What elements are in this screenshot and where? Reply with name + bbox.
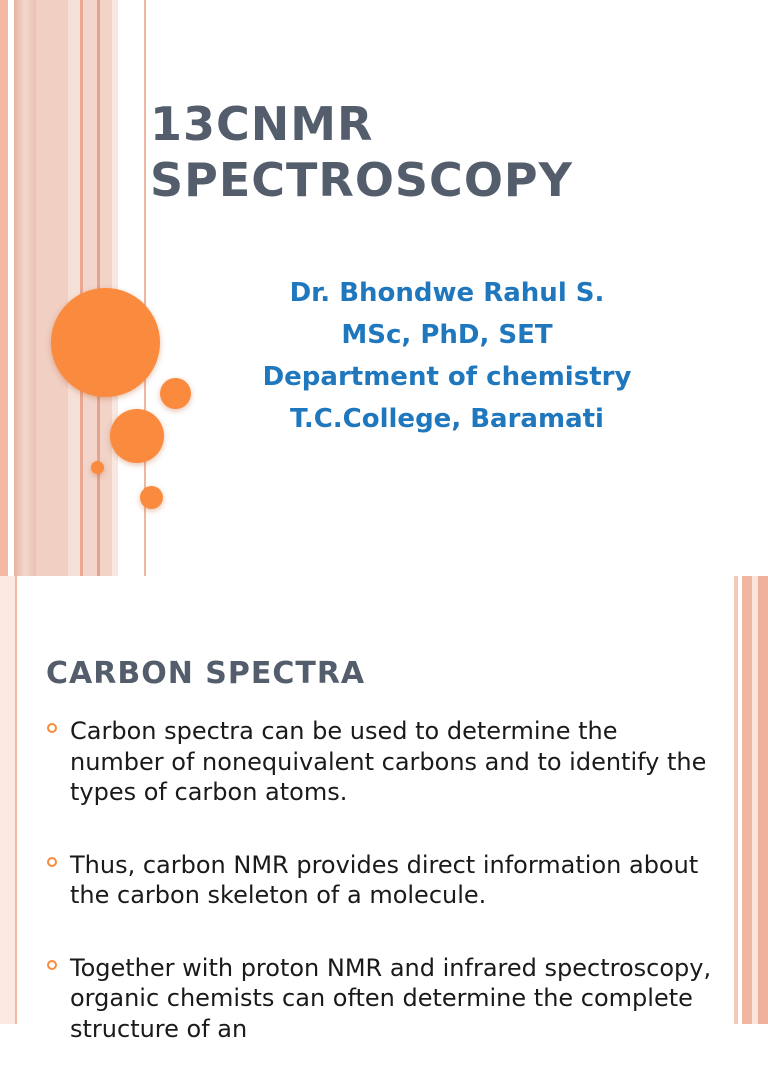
list-item bbox=[46, 716, 716, 808]
decorative-circle-large bbox=[51, 288, 160, 397]
author-name: Dr. Bhondwe Rahul S. bbox=[289, 278, 605, 308]
slide-title bbox=[150, 96, 750, 208]
title-line: SPECTROSCOPY bbox=[150, 153, 573, 207]
bullet-text: Thus, carbon NMR provides direct information about the carbon skeleton of a molecule. bbox=[70, 850, 699, 909]
decorative-circle-small bbox=[91, 461, 104, 474]
slide-subtitle bbox=[200, 272, 694, 440]
bullet-text: Together with proton NMR and infrared spectroscopy, organic chemists can often determine the complete structure of an bbox=[70, 953, 712, 1043]
decorative-stripe bbox=[68, 0, 80, 576]
bullet-list bbox=[46, 716, 716, 1086]
author-degrees: MSc, PhD, SET bbox=[341, 320, 553, 350]
decorative-stripe bbox=[0, 576, 15, 1024]
author-department: Department of chemistry bbox=[262, 362, 632, 392]
bullet-circle-icon bbox=[47, 857, 57, 867]
decorative-stripe bbox=[15, 576, 17, 1024]
list-item bbox=[46, 953, 716, 1045]
title-line: 13CNMR bbox=[150, 97, 374, 151]
decorative-stripe bbox=[742, 576, 752, 1024]
bullet-text: Carbon spectra can be used to determine the number of nonequivalent carbons and to identify the types of carbon atoms. bbox=[70, 717, 707, 806]
bullet-circle-icon bbox=[47, 723, 57, 733]
decorative-circle bbox=[110, 409, 164, 463]
decorative-stripe bbox=[36, 0, 68, 576]
decorative-circle bbox=[140, 486, 163, 509]
decorative-circle bbox=[160, 378, 191, 409]
decorative-stripe bbox=[0, 0, 8, 576]
decorative-stripe bbox=[14, 0, 36, 576]
decorative-stripe bbox=[758, 576, 768, 1024]
bullet-circle-icon bbox=[47, 960, 57, 970]
author-college: T.C.College, Baramati bbox=[290, 404, 604, 434]
slide-heading: CARBON SPECTRA bbox=[46, 656, 366, 691]
list-item bbox=[46, 850, 716, 911]
content-slide bbox=[0, 576, 768, 1043]
